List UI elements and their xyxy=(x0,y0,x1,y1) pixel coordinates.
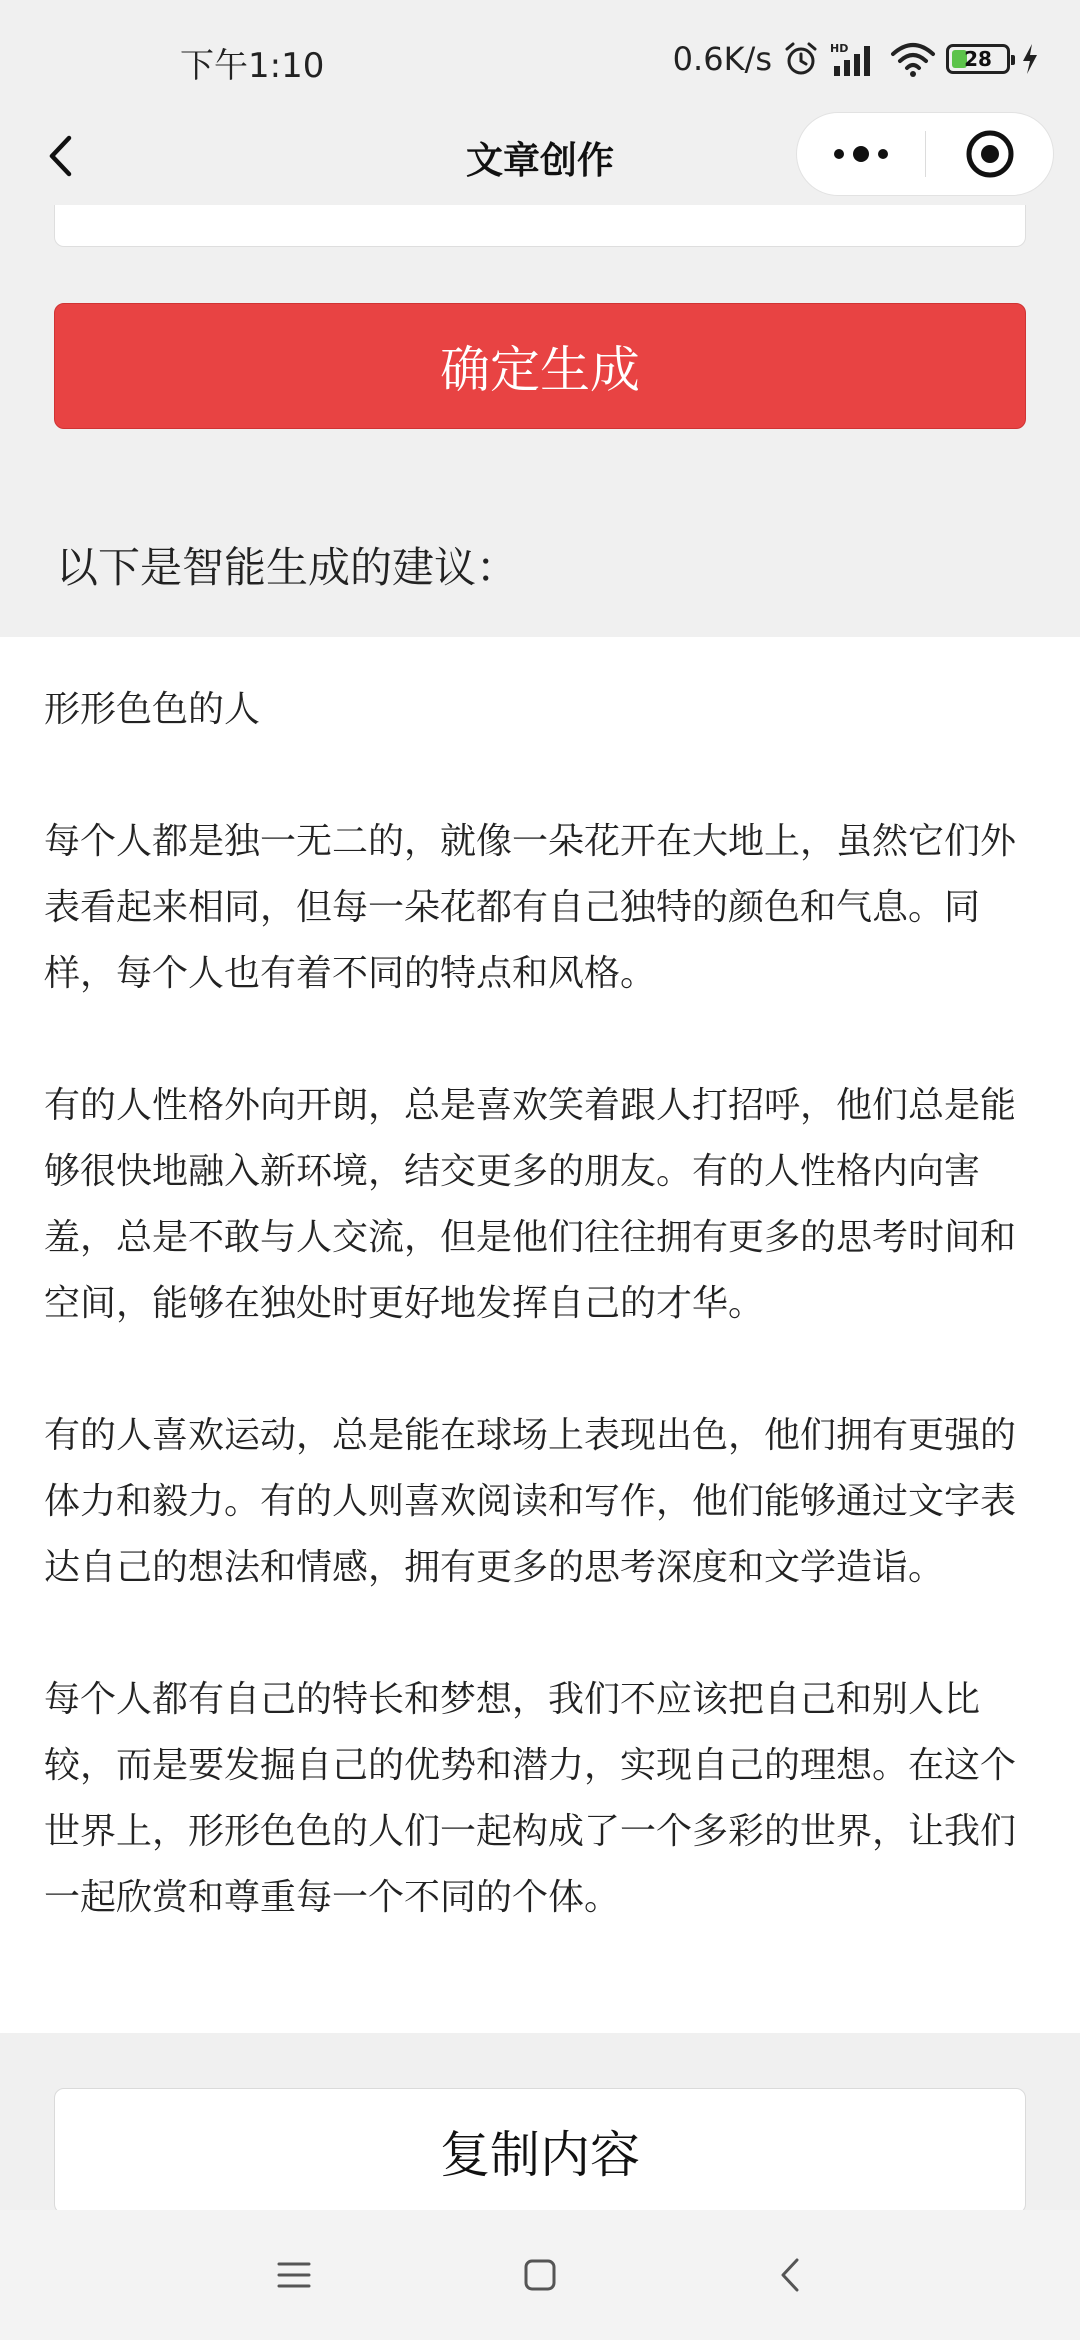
article-title: 形形色色的人 xyxy=(44,689,261,730)
article-content xyxy=(44,677,1039,1931)
home-square-icon xyxy=(523,2258,557,2292)
wifi-icon xyxy=(890,40,936,78)
alarm-icon xyxy=(782,40,820,78)
more-button[interactable] xyxy=(797,113,925,195)
page-title: 文章创作 xyxy=(466,139,614,182)
menu-icon xyxy=(276,2260,312,2290)
battery-level: 28 xyxy=(964,47,992,71)
mini-program-capsule xyxy=(796,112,1054,196)
net-speed: 0.6K/s xyxy=(672,40,772,78)
generate-button[interactable]: 确定生成 xyxy=(54,303,1026,429)
generated-article xyxy=(0,637,1080,2033)
article-paragraph-1: 每个人都是独一无二的，就像一朵花开在大地上，虽然它们外表看起来相同，但每一朵花都有自己独特的颜色和气息。同样，每个人也有着不同的特点和风格。 xyxy=(44,821,1017,994)
status-bar xyxy=(0,0,1080,120)
battery-icon xyxy=(946,44,1010,74)
charging-icon xyxy=(1020,42,1040,76)
close-mini-program-button[interactable] xyxy=(926,113,1053,195)
suggestion-label: 以下是智能生成的建议： xyxy=(56,543,519,592)
copy-content-button[interactable]: 复制内容 xyxy=(54,2088,1026,2214)
svg-text:HD: HD xyxy=(830,42,849,55)
nav-bar xyxy=(0,110,1080,200)
system-nav-bar xyxy=(0,2210,1080,2340)
system-back-button[interactable] xyxy=(740,2210,840,2340)
article-paragraph-2: 有的人性格外向开朗，总是喜欢笑着跟人打招呼，他们总是能够很快地融入新环境，结交更多的朋友。有的人性格内向害羞，总是不敢与人交流，但是他们往往拥有更多的思考时间和空间，能够在独处时更好地发挥自己的才华。 xyxy=(44,1085,1017,1324)
topic-input-field[interactable] xyxy=(54,205,1026,247)
status-indicators xyxy=(673,36,1040,82)
article-paragraph-3: 有的人喜欢运动，总是能在球场上表现出色，他们拥有更强的体力和毅力。有的人则喜欢阅读和写作，他们能够通过文字表达自己的想法和情感，拥有更多的思考深度和文学造诣。 xyxy=(44,1415,1017,1588)
status-time: 下午1:10 xyxy=(180,46,325,86)
hd-signal-icon xyxy=(830,40,880,78)
menu-button[interactable] xyxy=(244,2210,344,2340)
home-button[interactable] xyxy=(490,2210,590,2340)
more-dots-icon xyxy=(831,144,891,164)
back-triangle-icon xyxy=(778,2256,802,2294)
target-close-icon xyxy=(964,128,1016,180)
article-paragraph-4: 每个人都有自己的特长和梦想，我们不应该把自己和别人比较，而是要发掘自己的优势和潜力，实现自己的理想。在这个世界上，形形色色的人们一起构成了一个多彩的世界，让我们一起欣赏和尊重每一个不同的个体。 xyxy=(44,1679,1017,1918)
